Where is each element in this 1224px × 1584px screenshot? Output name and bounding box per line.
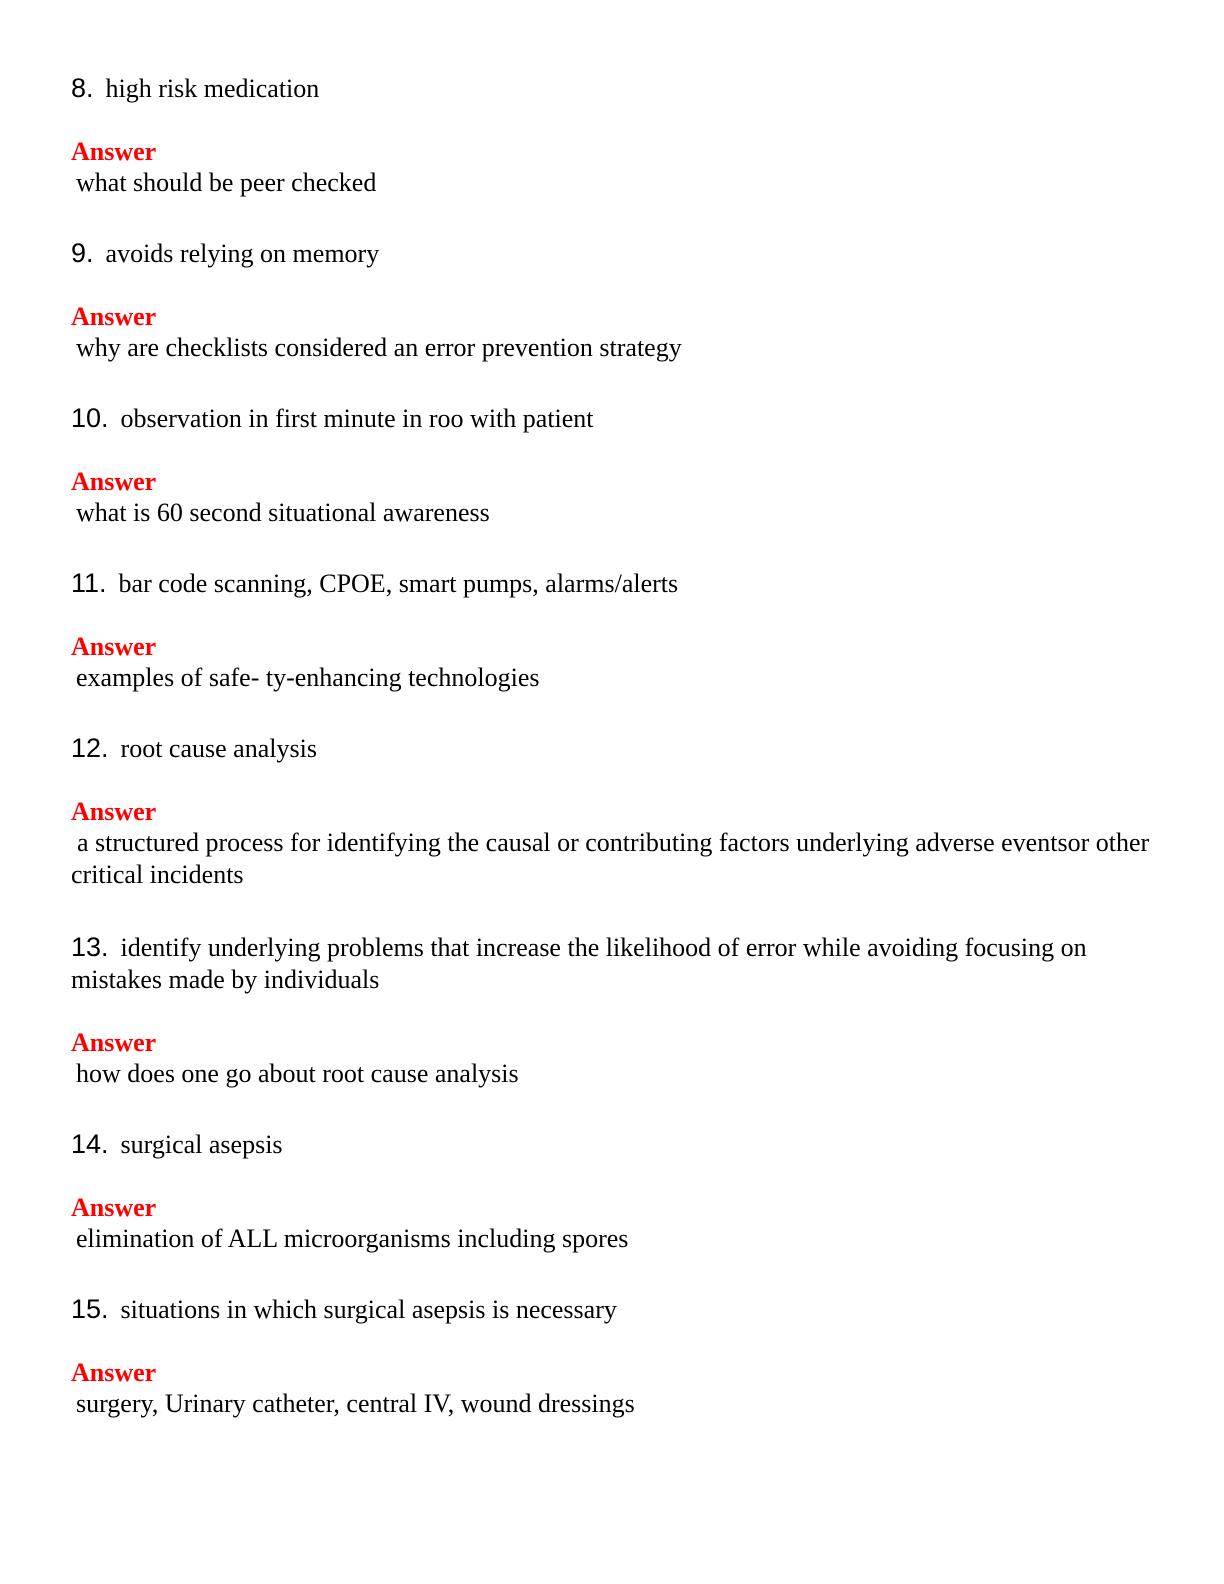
answer-label: Answer bbox=[71, 1028, 157, 1057]
answer-label: Answer bbox=[71, 137, 157, 166]
question bbox=[71, 732, 1151, 765]
question-number: 12. bbox=[71, 733, 109, 763]
qa-item bbox=[71, 237, 1151, 364]
question-number: 13. bbox=[71, 932, 109, 962]
answer-label: Answer bbox=[71, 467, 157, 496]
question-number: 9. bbox=[71, 238, 94, 268]
question bbox=[71, 567, 1151, 600]
answer-label: Answer bbox=[71, 632, 157, 661]
question-text: avoids relying on memory bbox=[105, 239, 380, 268]
answer-text: why are checklists considered an error prevention strategy bbox=[76, 333, 682, 362]
question-number: 8. bbox=[71, 73, 94, 103]
answer-text: what should be peer checked bbox=[76, 168, 377, 197]
question-text: high risk medication bbox=[105, 74, 320, 103]
question-text: observation in first minute in roo with patient bbox=[120, 404, 594, 433]
question bbox=[71, 237, 1151, 270]
question bbox=[71, 1293, 1151, 1326]
answer-text: examples of safe- ty-enhancing technologies bbox=[76, 663, 540, 692]
question-number: 11. bbox=[71, 568, 107, 598]
answer-label: Answer bbox=[71, 797, 157, 826]
qa-list bbox=[71, 72, 1151, 1420]
answer-text: elimination of ALL microorganisms including spores bbox=[76, 1224, 629, 1253]
answer-text: surgery, Urinary catheter, central IV, wound dressings bbox=[76, 1389, 635, 1418]
qa-item bbox=[71, 931, 1151, 1090]
qa-item bbox=[71, 402, 1151, 529]
question-text: identify underlying problems that increase the likelihood of error while avoiding focusing on mistakes made by individuals bbox=[71, 933, 1087, 994]
question-text: surgical asepsis bbox=[120, 1130, 283, 1159]
question-text: situations in which surgical asepsis is necessary bbox=[120, 1295, 617, 1324]
question bbox=[71, 931, 1151, 996]
qa-item bbox=[71, 72, 1151, 199]
answer-text: how does one go about root cause analysis bbox=[76, 1059, 519, 1088]
answer-text: what is 60 second situational awareness bbox=[76, 498, 490, 527]
question-number: 14. bbox=[71, 1129, 109, 1159]
answer-label: Answer bbox=[71, 1193, 157, 1222]
question-number: 15. bbox=[71, 1294, 109, 1324]
answer-label: Answer bbox=[71, 1358, 157, 1387]
question bbox=[71, 402, 1151, 435]
question-text: bar code scanning, CPOE, smart pumps, alarms/alerts bbox=[118, 569, 679, 598]
qa-item bbox=[71, 1128, 1151, 1255]
question bbox=[71, 72, 1151, 105]
qa-item bbox=[71, 567, 1151, 694]
question bbox=[71, 1128, 1151, 1161]
qa-item bbox=[71, 1293, 1151, 1420]
question-text: root cause analysis bbox=[120, 734, 317, 763]
question-number: 10. bbox=[71, 403, 109, 433]
answer-text: a structured process for identifying the causal or contributing factors underlying adverse eventsor other critical incidents bbox=[71, 828, 1150, 889]
answer-label: Answer bbox=[71, 302, 157, 331]
qa-item bbox=[71, 732, 1151, 891]
